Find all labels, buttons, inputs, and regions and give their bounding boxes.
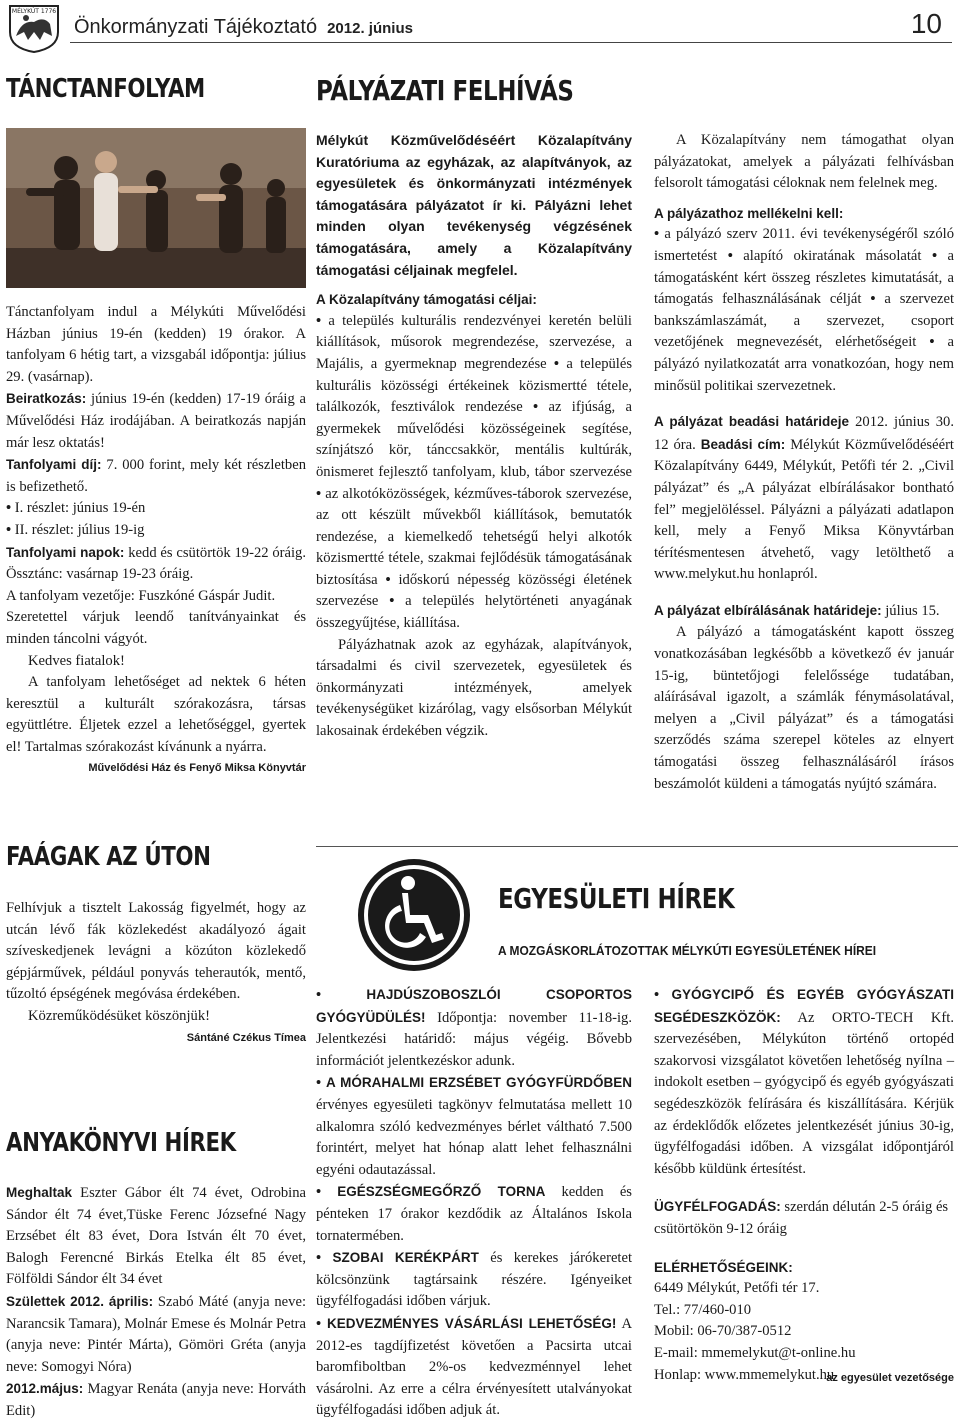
wheelchair-icon xyxy=(356,857,472,973)
reszlet-1-text: I. részlet: június 19-én xyxy=(14,500,146,517)
beiratkozas-text: június 19-én (kedden) 17-19 óráig a Művelődési Ház irodájában. A beiratkozás napján már lesz oktatás! xyxy=(6,391,306,451)
celok-item: az ifjúság, a gyermekek művelődési közösségeinek segítése, színjátszó kör, tánccsakkör, mentális kultúrák, önismeret fejlesztő tanfolyam, klub, tábor szervezése xyxy=(316,399,632,480)
bullet-icon: • xyxy=(546,355,567,372)
celok-item: a település kulturális közösségi értékeinek közismertté tétele, találkozók, fesztiválok rendezése xyxy=(316,355,633,416)
bullet-icon: • xyxy=(316,1184,338,1201)
anya-szulettek xyxy=(6,1291,306,1378)
bullet-icon: • xyxy=(654,226,665,243)
tanc-intro: Tánctanfolyam indul a Mélykúti Művelődési Házban június 19-én (kedden) 19 órakor. A tanfolyam 6 hétig tart, a vizsgabál időpontja: július 29. (vasárnap). xyxy=(6,304,306,385)
anya-body xyxy=(6,1182,306,1423)
elbiralas-details: A pályázó a támogatásként kapott összeg vonatkozásában legkésőbb a következő év január 15-ig, büntetőjogi felelőssége tudatában, aláírásával igazolt, a számlák fénymásolatával, melyen a „Civil pályázat” és a támogatási szerződés száma szerepel köteles az elnyert támogatási összeg felhasználásáról írásos beszámolót küldeni a támogatás nyújtó számára. xyxy=(654,624,954,792)
contact-phone: Tel.: 77/460-010 xyxy=(654,1301,752,1318)
town-crest-icon xyxy=(4,2,64,54)
tanc-vezeto: A tanfolyam vezetője: Fuszkóné Gáspár Judit. xyxy=(6,587,276,604)
tanc-beiratkozas xyxy=(6,388,306,454)
egy-item-gyogycipo xyxy=(654,984,954,1180)
mellekelni-label: A pályázathoz mellékelni kell: xyxy=(654,205,844,221)
tanc-kedves: Kedves fiatalok! xyxy=(28,652,125,669)
bullet-icon: • xyxy=(316,1075,326,1092)
egy-item-morahalom xyxy=(316,1072,632,1181)
bullet-icon: • xyxy=(316,1250,333,1267)
bullet-icon: • xyxy=(916,334,948,351)
elbiralas-para xyxy=(654,600,954,623)
anya-title: ANYAKÖNYVI HÍREK xyxy=(6,1128,236,1158)
dance-class-photo xyxy=(6,128,306,288)
page-number: 10 xyxy=(910,8,942,39)
item5-label: KEDVEZMÉNYES VÁSÁRLÁSI LEHETŐSÉG! xyxy=(326,1315,617,1331)
tanc-title: TÁNCTANFOLYAM xyxy=(6,74,205,104)
celok-item: az alkotóközösségek, kézműves-táborok szervezése, az ott készült művekből kiállítások, bemutatók rendezése, a kiemelkedő tehetségű helyi alkotók közismertté tétele, szakmai fejlődésük támogatásának biztosítása xyxy=(316,485,633,588)
faagak-thanks: Közreműködésüket köszönjük! xyxy=(28,1007,210,1024)
anya-majus xyxy=(6,1378,306,1422)
egy-signature: az egyesület vezetősége xyxy=(826,1372,954,1385)
elbiralas-label: A pályázat elbírálásának határideje: xyxy=(654,602,882,618)
bullet-icon: • xyxy=(861,291,885,308)
item4-label: SZOBAI KERÉKPÁRT xyxy=(332,1250,479,1266)
ugyfelfogadas-text: szerdán délután 2-5 óráig és csütörtökön 9-12 óráig xyxy=(654,1199,949,1237)
faagak-body xyxy=(6,898,306,1049)
mellekelni-list xyxy=(654,224,954,397)
publication-name: Önkormányzati Tájékoztató xyxy=(74,16,318,38)
tanc-dij xyxy=(6,454,306,498)
napok-text: kedd és csütörtök 19-22 óráig. Össztánc: vasárnap 19-23 óráig. xyxy=(6,544,307,583)
faagak-title: FAÁGAK AZ ÚTON xyxy=(6,842,211,872)
mellekelni-item: alapító okiratának másolatát xyxy=(743,247,922,264)
nem-tamogathat: A Közalapítvány nem támogathat olyan pályázatokat, amelyek a pályázati felhívásban felsorolt támogatási céloknak nem felelnek meg. xyxy=(654,132,954,192)
item6-text: Az ORTO-TECH Kft. szervezésében, Mélykúton történő ortopéd szakorvosi vizsgálatot követően lehetőség nyílna – indokolt esetben – gyógycipő és egyéb gyógyászati segédeszközök felírására és kiszállítására. Kérjük az érdeklődők előzetes jelentkezését június 30-ig, ügyfélfogadási időben. A vizsgálat időpontjáról később küldünk értesítést. xyxy=(654,1009,954,1177)
tanc-body xyxy=(6,302,306,780)
celok-list xyxy=(316,311,632,635)
contact-address: 6449 Mélykút, Petőfi tér 17. xyxy=(654,1280,820,1297)
egy-subtitle: A MOZGÁSKORLÁTOZOTTAK MÉLYKÚTI EGYESÜLETÉNEK HÍREI xyxy=(498,943,877,958)
egy-item-vasarlas xyxy=(316,1313,632,1422)
majus-label: 2012.május: xyxy=(6,1381,84,1397)
tanc-napok xyxy=(6,542,306,586)
bullet-icon: • xyxy=(316,312,329,329)
celok-item: a település kulturális rendezvényei keretén belüli kiállítások, műsorok megrendezése, szervezése, a Majális, a gyermeknap megrendezése xyxy=(316,312,632,372)
napok-label: Tanfolyami napok: xyxy=(6,544,125,560)
contact-email: E-mail: mmemelykut@t-online.hu xyxy=(654,1344,856,1361)
item3-label: EGÉSZSÉGMEGŐRZŐ TORNA xyxy=(337,1184,546,1200)
ugyfelfogadas-para xyxy=(654,1196,954,1240)
dij-text: 7. 000 forint, mely két részletben is befizethető. xyxy=(6,457,306,495)
item2-text: érvényes egyesületi tagkönyv felmutatása mellett 10 alkalomra szóló kedvezményes bérlet váltható 7.500 forintért, melyet hat hónap alatt lehet felhasználni egyéni odautazással. xyxy=(316,1096,632,1178)
bullet-icon: • xyxy=(522,399,549,416)
tanc-signature: Művelődési Ház és Fenyő Miksa Könyvtár xyxy=(88,762,306,775)
item1-text: Időpontja: november 11-18-ig. Jelentkezési határidő: május végéig. Bővebb információt jelentkezéskor adunk. xyxy=(316,1009,632,1069)
celok-item: időskorú népesség közösségi életének szervezése xyxy=(316,571,633,610)
publication-title xyxy=(74,16,413,39)
celok-item: a település helytörténeti anyagának összegyűjtése, kiállítása. xyxy=(316,593,632,632)
celok-label: A Közalapítvány támogatási céljai: xyxy=(316,292,537,308)
section-divider xyxy=(316,846,958,847)
item4-text: és kerekes járókeretet kölcsönzünk tagtársaink részére. Igényeiket ügyfélfogadási időben várjuk. xyxy=(316,1250,633,1310)
issue-date: 2012. június xyxy=(327,20,413,37)
crest-lettering: MÉLYKÚT 1776 xyxy=(11,8,57,15)
egy-item-hajduszoboszlo xyxy=(316,984,632,1072)
mellekelni-item: a szervezet bankszámlaszámát, a szervezet, csoport vezetőjének megnevezését, elérhetőségeit xyxy=(654,291,955,351)
faagak-text: Felhívjuk a tisztelt Lakosság figyelmét, hogy az utcán lévő fák közlekedést akadályozó ágait szíveskedjenek levágni a közúton közlekedő gépjárművek, például ponyvás teherautók, mentő, tűzoltó épségének megóvása érdekében. xyxy=(6,900,306,1003)
mellekelni-item: a pályázó nyilatkozatát arra vonatkozóan, hogy nem minősül politikai szervezetnek. xyxy=(654,334,954,394)
bullet-icon: • xyxy=(316,1315,327,1332)
hatarido-label: A pályázat beadási határideje xyxy=(654,414,850,430)
tanc-reszlet-1 xyxy=(6,498,306,520)
bullet-icon: • xyxy=(921,247,948,264)
szulettek-label: Születtek 2012. április: xyxy=(6,1293,154,1309)
bullet-icon: • xyxy=(6,500,15,517)
palyazat-title: PÁLYÁZATI FELHÍVÁS xyxy=(316,74,574,107)
ugyfelfogadas-label: ÜGYFÉLFOGADÁS: xyxy=(654,1199,781,1215)
egy-col-1 xyxy=(316,984,632,1422)
beiratkozas-label: Beiratkozás: xyxy=(6,391,87,407)
item5-text: A 2012-es tagdíjfizetést követően a Pacsirta utcai baromfiboltban 2%-os kedvezménnyel lehet vásárolni. Az erre a célra érvényesített utalványokat ügyfélfogadási időben adjuk át. xyxy=(316,1315,632,1419)
dij-label: Tanfolyami díj: xyxy=(6,457,102,473)
dance-photo-image xyxy=(6,128,306,288)
elbiralas-text: július 15. xyxy=(881,602,940,619)
contact-mobile: Mobil: 06-70/387-0512 xyxy=(654,1323,792,1340)
tanc-closing: A tanfolyam lehetőséget ad nektek 6 héten keresztül a kulturált szórakozásra, társas együttlétre. Éljetek ezzel a lehetőséggel, gyertek el! Tartalmas szórakozást kívánunk a nyárra. xyxy=(6,674,306,755)
majus-text: Magyar Renáta (anyja neve: Horváth Edit) xyxy=(6,1381,306,1419)
hatarido-text: 2012. június 30. 12 óra. xyxy=(654,414,954,453)
meghaltak-text: Eszter Gábor élt 74 évet, Odrobina Sándor élt 74 évet,Tüske Ferenc Józsefné Nagy Erzsébet élt 83 évet, Dora István élt 70 évet, Balogh Ferencné Birkás Etelka élt 85 évet, Fölföldi Sándor élt 34 évet xyxy=(6,1185,306,1288)
palyazhatnak-text: Pályázhatnak azok az egyházak, alapítványok, társadalmi és civil szervezetek, egyesületek és önkormányzati intézmények, amelyek tevékenységüket kizárólag, vagy elsősorban Mélykút lakosainak érdekében végzik. xyxy=(316,636,632,740)
header-rule xyxy=(70,42,952,43)
palyazat-col-1 xyxy=(316,130,632,743)
reszlet-2-text: II. részlet: július 19-ig xyxy=(14,521,145,538)
bullet-icon: • xyxy=(377,571,399,588)
palyazat-intro: Mélykút Közművelődéséért Közalapítvány Kuratóriuma az egyházak, az alapítványok, az egyesületek és önkormányzati intézmények támogatására pályázatot ír ki. Pályázni lehet minden olyan tevékenység végzésének támogatására, amely a Közalapítvány támogatási céljainak megfelel. xyxy=(316,132,632,278)
bullet-icon: • xyxy=(316,987,367,1003)
hatarido-para xyxy=(654,411,954,586)
faagak-signature: Sántáné Czékus Tímea xyxy=(186,1031,306,1044)
szulettek-text: Szabó Máté (anyja neve: Narancsik Tamara), Molnár Emese és Molnár Petra (anyja neve: Pintér Márta), Gömöri Gréta (anyja neve: Somogyi Nóra) xyxy=(6,1293,306,1375)
tanc-reszlet-2 xyxy=(6,520,306,542)
meghaltak-label: Meghaltak xyxy=(6,1185,73,1200)
egy-item-torna xyxy=(316,1181,632,1247)
item1-label: HAJDÚSZOBOSZLÓI CSOPORTOS GYÓGYÜDÜLÉS! xyxy=(316,987,632,1025)
anya-meghaltak xyxy=(6,1182,306,1291)
cim-text: Mélykút Közművelődéséért Közalapítvány 6449, Mélykút, Petőfi tér 2. „Civil pályázat” és „A pályázat elbírálásakor bontható fel” megjelöléssel. Pályázni a pályázati adatlapon kell, mely a Fenyő Miksa Könyvtárban térítésmentesen átvehető, vagy letölthető a www.melykut.hu honlapról. xyxy=(654,436,954,583)
bullet-icon: • xyxy=(6,521,15,538)
bullet-icon: • xyxy=(654,987,672,1003)
bullet-icon: • xyxy=(378,593,406,610)
item2-label: A MÓRAHALMI ERZSÉBET GYÓGYFÜRDŐBEN xyxy=(325,1075,632,1091)
contact-website: Honlap: www.mmemelykut.hu xyxy=(654,1366,835,1383)
egy-col-2 xyxy=(654,984,954,1390)
mellekelni-item: a támogatásként kért összeg részletes kimutatását, a támogatás felhasználásának célját xyxy=(654,247,955,308)
tanc-szeretettel: Szeretettel várjuk leendő tanítványainkat és minden táncolni vágyót. xyxy=(6,609,306,647)
bullet-icon: • xyxy=(316,485,326,502)
page-header xyxy=(0,0,960,56)
egy-item-kerekpar xyxy=(316,1247,632,1313)
egy-title: EGYESÜLETI HÍREK xyxy=(498,882,735,915)
elerhetosegek-label: ELÉRHETŐSÉGEINK: xyxy=(654,1259,793,1275)
item3-text: kedden és pénteken 17 órakor kezdődik az Általános Iskola tornatermében. xyxy=(316,1184,632,1244)
bullet-icon: • xyxy=(717,247,744,264)
palyazat-col-2 xyxy=(654,130,954,795)
cim-label: Beadási cím: xyxy=(700,436,786,452)
item6-label: GYÓGYCIPŐ ÉS EGYÉB GYÓGYÁSZATI SEGÉDESZKÖZÖK: xyxy=(654,987,954,1025)
mellekelni-item: a pályázó szerv 2011. évi tevékenységéről szóló ismertetést xyxy=(654,226,954,264)
